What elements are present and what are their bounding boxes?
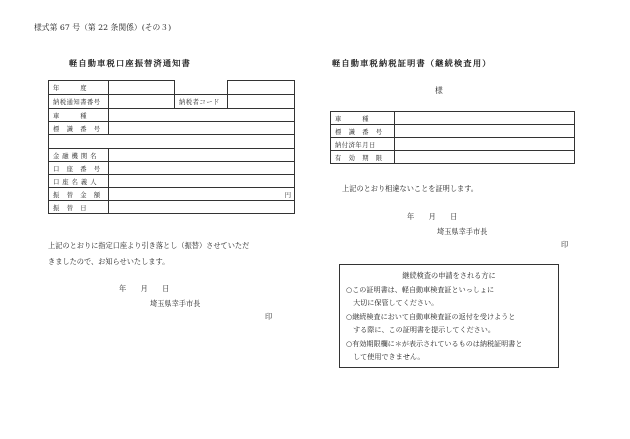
notice-title: 継続検査の申請をされる方に [402,271,496,280]
field-bank-name [109,149,295,162]
left-form-title: 軽自動車税口座振替済通知書 [69,58,192,68]
right-form-table [330,111,575,164]
field-account-holder [109,175,295,188]
inspection-notice-box [339,264,559,368]
label-notice-number: 納税通知書番号 [49,95,109,109]
label-valid-period: 有 効 期 限 [331,151,395,164]
notice-line: 大切に保管してください。 [346,298,439,307]
label-transfer-amount: 振 替 金 額 [49,188,109,201]
left-issuer: 埼玉県幸手市長 [150,299,201,308]
label-year: 年 度 [49,81,109,95]
label-plate-number-cert: 標 識 番 号 [331,125,395,138]
notice-line: ○この証明書は、軽自動車検査証といっしょに [346,285,495,294]
notice-line: する際に、この証明書を提示してください。 [346,325,495,334]
right-form-title: 軽自動車税納税証明書（継続検査用） [332,58,492,68]
left-date-line: 年 月 日 [119,284,170,293]
field-payment-date [395,138,575,151]
field-vehicle-type-cert [395,112,575,125]
label-taxpayer-code: 納税者コード [175,95,228,109]
yen-unit: 円 [109,188,295,201]
left-seal: 印 [265,312,273,321]
label-bank-name: 金 融 機 関 名 [49,149,109,162]
right-issuer: 埼玉県幸手市長 [437,227,488,236]
certify-text: 上記のとおり相違ないことを証明します。 [342,184,478,193]
field-valid-period [395,151,575,164]
left-form-table [48,80,295,214]
left-message-line2: きましたので、お知らせいたします。 [48,257,170,266]
right-seal: 印 [561,240,569,249]
field-plate-number [109,122,295,135]
recipient-suffix: 様 [435,86,443,95]
right-date-line: 年 月 日 [407,212,458,221]
form-number: 様式第 67 号（第 22 条関係）(その３) [34,23,172,32]
label-vehicle-type-cert: 車 種 [331,112,395,125]
field-transfer-date [109,201,295,214]
field-taxpayer-code [228,95,295,109]
notice-line: して使用できません。 [346,352,425,361]
field-year [109,81,175,95]
field-vehicle-type [109,109,295,122]
blank-cell [175,81,228,95]
notice-line: ○継続検査において自動車検査証の返付を受けようと [346,312,516,321]
field-year-extra [228,81,295,95]
label-account-holder: 口 座 名 義 人 [49,175,109,188]
label-vehicle-type: 車 種 [49,109,109,122]
field-account-number [109,162,295,175]
field-notice-number [109,95,175,109]
label-payment-date: 納付済年月日 [331,138,395,151]
label-account-number: 口 座 番 号 [49,162,109,175]
label-transfer-date: 振 替 日 [49,201,109,214]
notice-line: ○有効期限欄に＊が表示されているものは納税証明書と [346,339,523,348]
spacer-row [49,135,295,149]
left-message-line1: 上記のとおりに指定口座より引き落とし（振替）させていただ [48,241,250,250]
field-plate-number-cert [395,125,575,138]
label-plate-number: 標 識 番 号 [49,122,109,135]
